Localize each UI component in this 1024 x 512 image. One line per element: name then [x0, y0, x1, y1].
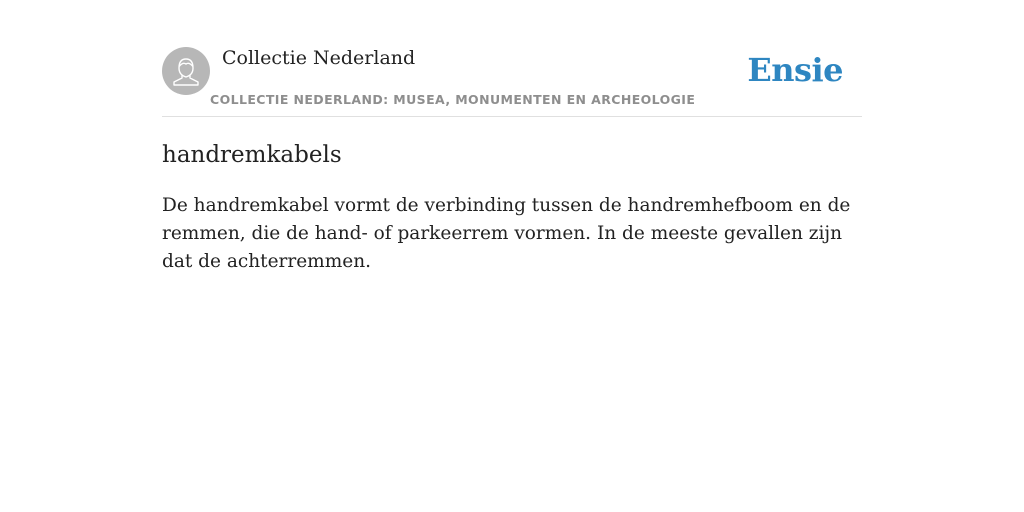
article-body: De handremkabel vormt de verbinding tussen de handremhefboom en de remmen, die de hand- of parkeerrem vormen. In de meeste gevallen zijn dat de achterremmen.	[162, 195, 851, 272]
user-silhouette-icon	[162, 47, 210, 95]
ensie-logo[interactable]: Ensie	[747, 51, 843, 89]
author-subtitle: COLLECTIE NEDERLAND: MUSEA, MONUMENTEN EN ARCHEOLOGIE	[210, 92, 696, 107]
article-title: handremkabels	[162, 142, 342, 168]
author-avatar[interactable]	[162, 47, 210, 95]
author-name[interactable]: Collectie Nederland	[222, 47, 416, 69]
article-header	[162, 46, 862, 117]
